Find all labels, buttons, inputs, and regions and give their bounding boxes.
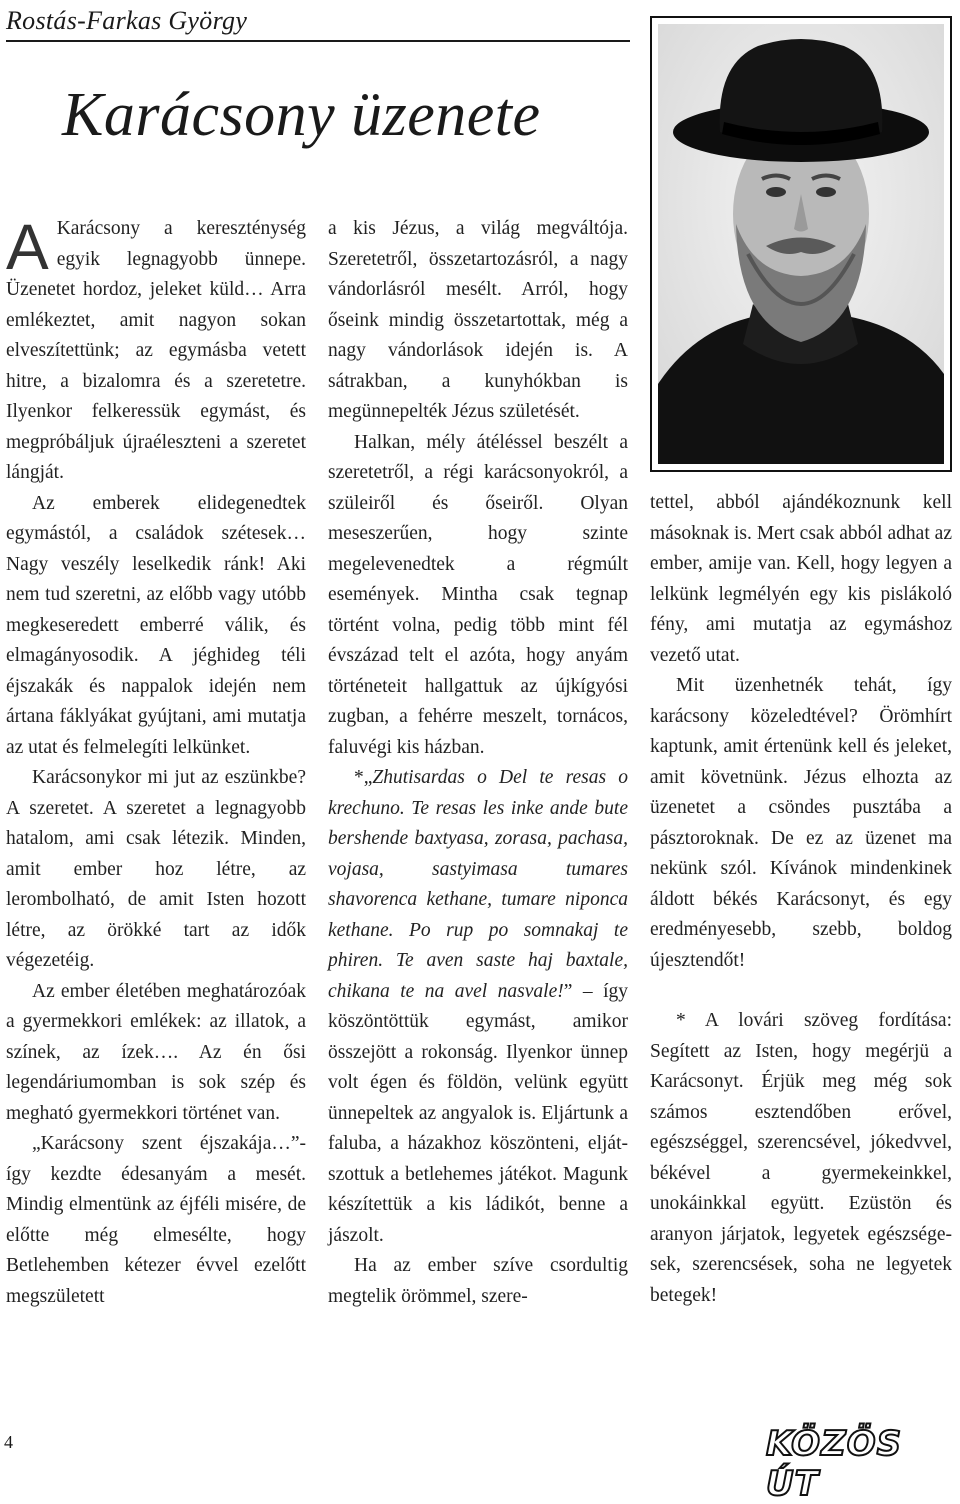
- portrait-photo-icon: [658, 24, 944, 464]
- paragraph: Az emberek elidegenedtek egymástól, a családok szétesek… Nagy veszély leselkedik ránk! Aki nem tud szeretni, az előbb vagy utóbb megkeseredett emberré válik, és elmagányosodik. A jéghideg téli éjszakák és nappalok idején nem ártana fáklyákat gyújtani, ami mutatja az utat és felmelegíti lelkünket.: [6, 492, 306, 758]
- paragraph: a kis Jézus, a világ megváltója. Szeretetről, összetartozásról, a nagy vándorlásról mesélt. Arról, hogy őseink mindig összetartottak, még a nagy vándorlások idején is. A sátrakban, a kunyhókban is megünnepelték Jézus születését.: [328, 218, 628, 422]
- text-column-1: [6, 211, 306, 1312]
- paragraph: „Karácsony szent éjszakája…”- így kezdte édesanyám a mesét. Mindig elmentünk az éjféli misére, de előtte még elmesélte, hogy Betlehemben kétezer évvel ezelőtt megszületett: [6, 1133, 306, 1307]
- paragraph: tettel, abból ajándékoznunk kell másoknak is. Mert csak abból adhat az ember, amije van. Kell, hogy legyen a lelkünk legmélyén egy kis pislákoló fény, ami mutatja az egymáshoz vezető utat.: [650, 492, 952, 666]
- translation-note: * A lovári szöveg fordítása: Segített az Isten, hogy megérjü a Karácsonyt. Érjük meg még sok számos esztendőben erővel, egészséggel, szerencsével, jókedvvel, békével a gyermekeinkkel, unokáinkkal együtt. Ezüstön és aranyon járjatok, legyetek egészségesek, szerencsések, soha ne legyetek betegek!: [650, 1010, 952, 1306]
- paragraph: Halkan, mély átéléssel beszélt a szeretetről, a régi karácsonyokról, a szüleiről és őseiről. Olyan meseszerűen, hogy szinte megelevenedtek a régmúlt események. Mintha csak tegnap történt volna, pedig több mint fél évszázad telt el azóta, hogy anyám történeteit hallgattuk az újkígyósi zugban, a fehérre meszelt, tornácos, faluvégi kis házban.: [328, 431, 628, 758]
- quote-close: ” – így köszöntöttük egymást, amikor összejött a rokonság. Ilyenkor ünnep volt égen és földön, velünk együtt ünnepeltek az angyalok is. Eljártunk a faluba, a házakhoz köszönteni, eljátszottuk a betlehemes játékot. Magunk készítettük a kis ládikót, benne a jászolt.: [328, 980, 628, 1246]
- page-number: 4: [4, 1432, 13, 1452]
- article-title: Karácsony üzenete: [62, 81, 541, 149]
- paragraph-text: Karácsony a kereszténység egyik legnagyobb ünnepe. Üzenetet hordoz, jeleket küld… Arra emlékeztet, amit nagyon sokan elveszítettünk; az egymásba vetett hitre, a bizalomra és a szeretetre. Ilyenkor felkeressük egymást, és megpróbáljuk újraéleszteni a szeretet lángját.: [6, 218, 306, 483]
- paragraph: Az ember életében meghatározóak a gyermekkori emlékek: az illatok, a színek, az ízek…. Az én ősi legendáriumomban is sok szép és megható gyermekkori történet van.: [6, 980, 306, 1124]
- paragraph: [6, 211, 306, 489]
- paragraph: [328, 763, 628, 1251]
- text-column-2: [328, 214, 628, 1312]
- portrait-photo: [650, 16, 952, 472]
- header-rule: [6, 40, 630, 42]
- quote-open: *„: [354, 767, 373, 788]
- paragraph: Ha az ember szíve csordultig megtelik örömmel, szere-: [328, 1255, 628, 1307]
- text-column-3: [650, 488, 952, 1311]
- lovari-quote: Zhutisardas o Del te resas o krechuno. Te resas les inke ande bute bershende baxtyasa, zorasa, pachasa, vojasa, sastyimasa tumares shavorenca kethane, tumare niponca kethane. Po rup po somnakaj te phiren. Te aven saste haj baxtale, chikana te na avel nasvale!: [328, 767, 628, 1002]
- drop-cap: A: [6, 211, 49, 283]
- magazine-logo: KÖZÖS ÚT: [766, 1424, 903, 1504]
- author-name: Rostás-Farkas György: [6, 6, 248, 35]
- paragraph: Mit üzenhetnék tehát, így karácsony közeledtével? Örömhírt kaptunk, amit értenünk kell és jeleket, amit követnünk. Jézus elhozta az üzenetet a csöndes pusztába a pásztoroknak. De ez az üzenet ma nekünk szól. Kívánok mindenkinek áldott békés Karácsonyt, és egy eredményesebb, szebb, boldog újesztendőt!: [650, 675, 952, 971]
- paragraph: Karácsonykor mi jut az eszünkbe? A szeretet. A szeretet a legnagyobb hatalom, ami csak létezik. Minden, amit ember hoz létre, az lerombolható, de amit Isten hozott létre, az örökké tart az idők végezetéig.: [6, 767, 306, 971]
